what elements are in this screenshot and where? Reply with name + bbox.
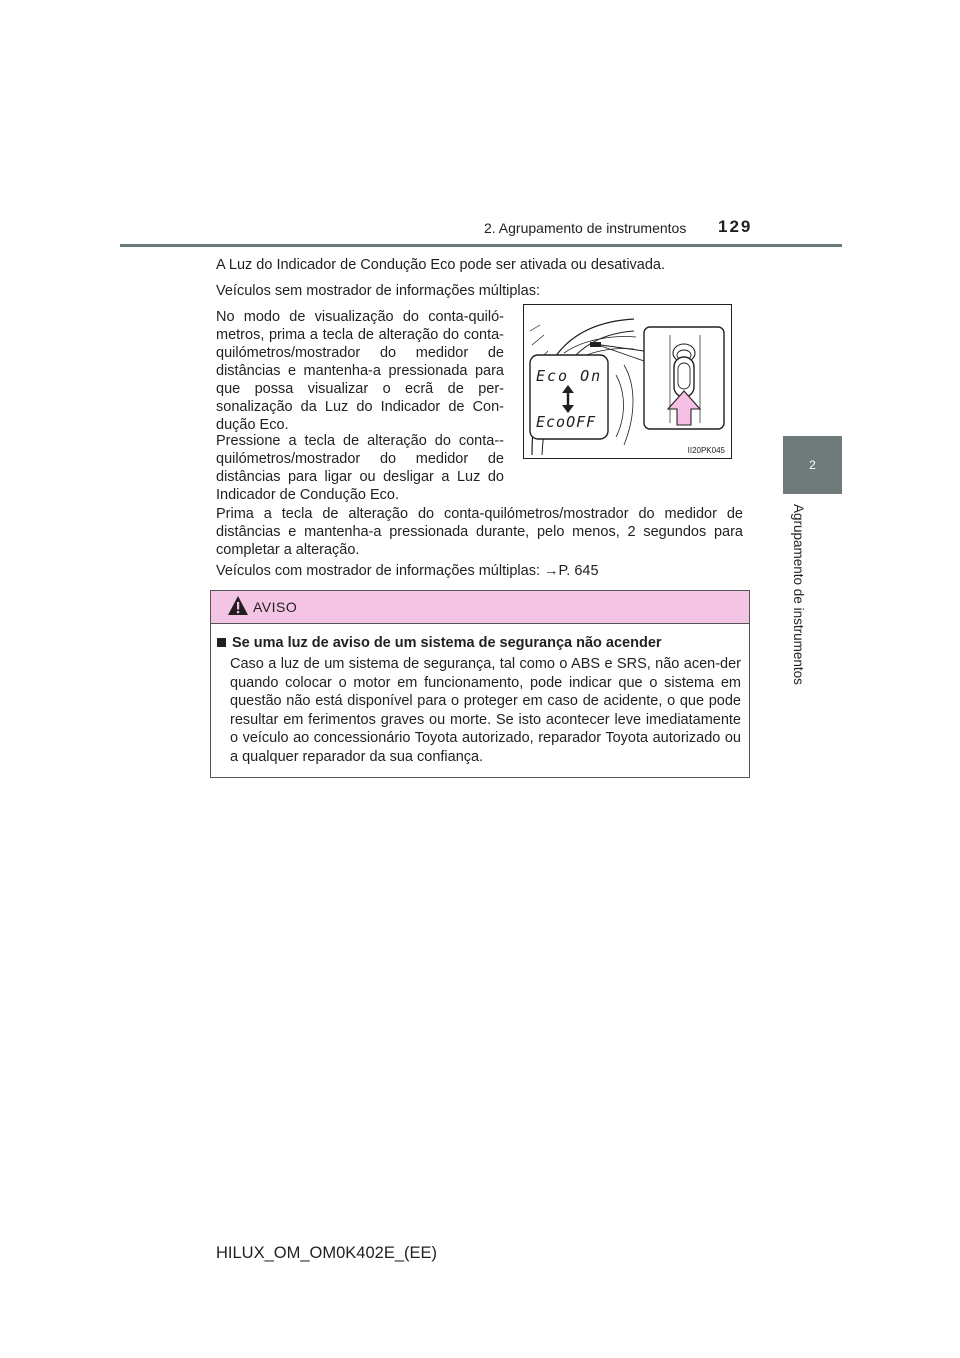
- warning-triangle-icon: [227, 595, 249, 617]
- display-on-text: Eco On: [536, 367, 603, 385]
- page-number: 129: [718, 217, 753, 236]
- warning-subheading: [217, 635, 662, 651]
- intro-text: A Luz do Indicador de Condução Eco pode ser ativada ou desativada.: [216, 257, 666, 273]
- document-code: HILUX_OM_OM0K402E_(EE): [216, 1244, 438, 1262]
- no-mid-heading: Veículos sem mostrador de informações múltiplas:: [216, 283, 540, 299]
- paragraph-3: Prima a tecla de alteração do conta-quilómetros/mostrador do medidor de distâncias e mantenha-a pressionada durante, pelo menos, 2 segundos para completar a alteração.: [216, 506, 743, 558]
- figure-code: II20PK045: [687, 446, 725, 455]
- chapter-tab-number: 2: [809, 458, 816, 472]
- paragraph-1: No modo de visualização do conta-quiló-metros, prima a tecla de alteração do conta-quilómetros/mostrador do medidor de distâncias e mantenha-a pressionada para que possa visualizar o ecrã de per-sonalização da Luz do Indicador de Con-dução Eco.: [216, 309, 504, 433]
- running-header: 2. Agrupamento de instrumentos: [484, 220, 687, 236]
- header-rule: [120, 244, 842, 247]
- display-off-text: EcoOFF: [536, 413, 597, 431]
- warning-subheading-text: Se uma luz de aviso de um sistema de segurança não acender: [232, 635, 662, 651]
- warning-title: AVISO: [253, 599, 298, 615]
- warning-header: [211, 591, 749, 624]
- with-mid-text: Veículos com mostrador de informações múltiplas: →P. 645: [216, 563, 599, 579]
- paragraph-2: Pressione a tecla de alteração do conta--quilómetros/mostrador do medidor de distâncias para ligar ou desligar a Luz do Indicador de Condução Eco.: [216, 433, 504, 503]
- chapter-tab-label: Agrupamento de instrumentos: [791, 504, 806, 685]
- square-bullet-icon: [217, 638, 226, 647]
- warning-body: Caso a luz de um sistema de segurança, tal como o ABS e SRS, não acen-der quando colocar o motor em funcionamento, pode indicar que o sistema em questão não está disponível para o proteger em caso de acidente, o que pode resultar em ferimentos graves ou morte. Se isto acontecer leve imediatamente o veículo ao concessionário Toyota autorizado, reparador Toyota autorizado ou a qualquer reparador da sua confiança.: [230, 656, 741, 765]
- eco-indicator-illustration: [523, 304, 732, 459]
- warning-box: [210, 590, 750, 778]
- chapter-tab: [783, 436, 842, 494]
